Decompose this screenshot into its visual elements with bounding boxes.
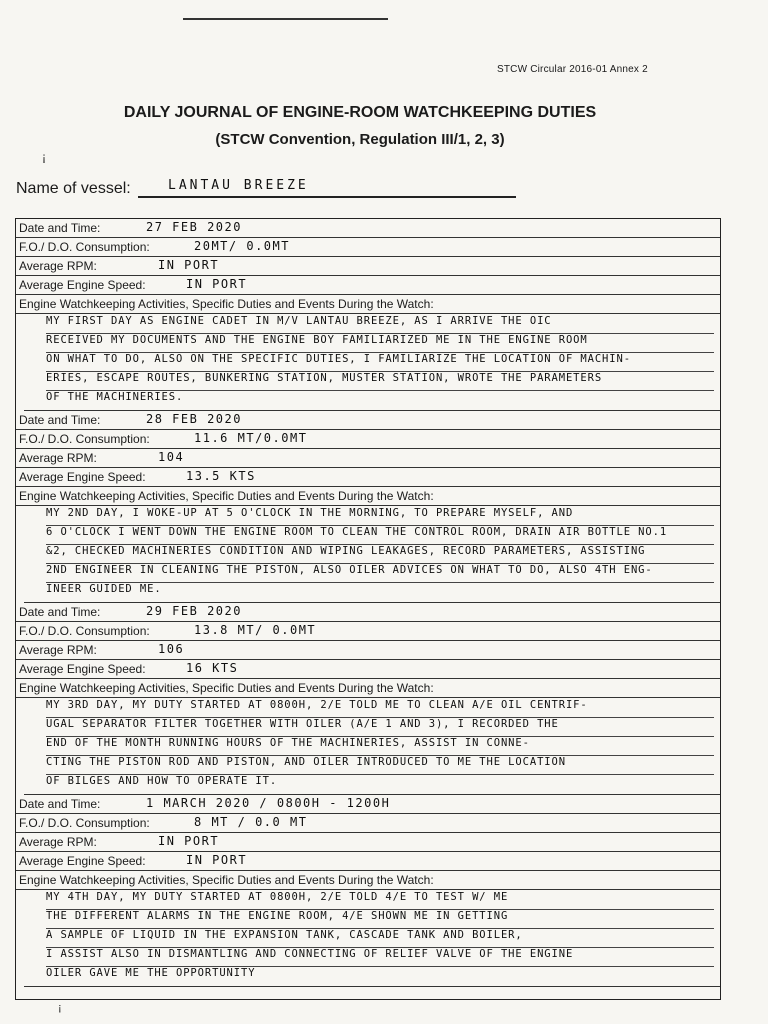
speed-row <box>16 852 720 871</box>
rpm-label: Average RPM: <box>19 835 97 849</box>
speed-label: Average Engine Speed: <box>19 470 146 484</box>
speed-row <box>16 660 720 679</box>
consumption-value: 20MT/ 0.0MT <box>194 239 290 253</box>
consumption-value: 8 MT / 0.0 MT <box>194 815 308 829</box>
date-label: Date and Time: <box>19 413 101 427</box>
pen-mark-icon: ¡ <box>58 1002 62 1014</box>
vessel-underline <box>138 196 516 198</box>
rpm-value: IN PORT <box>158 834 220 848</box>
speed-row <box>16 276 720 295</box>
date-label: Date and Time: <box>19 221 101 235</box>
consumption-value: 11.6 MT/0.0MT <box>194 431 308 445</box>
activity-line: MY 4TH DAY, MY DUTY STARTED AT 0800H, 2/E TOLD 4/E TO TEST W/ ME <box>46 891 714 910</box>
page-subtitle: (STCW Convention, Regulation III/1, 2, 3) <box>215 131 505 148</box>
activity-line: MY 3RD DAY, MY DUTY STARTED AT 0800H, 2/E TOLD ME TO CLEAN A/E OIL CENTRIF- <box>46 699 714 718</box>
consumption-row <box>16 238 720 257</box>
consumption-label: F.O./ D.O. Consumption: <box>19 624 150 638</box>
activities-header-row <box>16 487 720 506</box>
activities-label: Engine Watchkeeping Activities, Specific Duties and Events During the Watch: <box>19 681 434 695</box>
consumption-label: F.O./ D.O. Consumption: <box>19 816 150 830</box>
date-value: 28 FEB 2020 <box>146 412 242 426</box>
activity-line: ERIES, ESCAPE ROUTES, BUNKERING STATION, MUSTER STATION, WROTE THE PARAMETERS <box>46 372 714 391</box>
date-label: Date and Time: <box>19 605 101 619</box>
rpm-label: Average RPM: <box>19 451 97 465</box>
activity-line: RECEIVED MY DOCUMENTS AND THE ENGINE BOY FAMILIARIZED ME IN THE ENGINE ROOM <box>46 334 714 353</box>
activity-line: THE DIFFERENT ALARMS IN THE ENGINE ROOM, 4/E SHOWN ME IN GETTING <box>46 910 714 929</box>
activity-line: 2ND ENGINEER IN CLEANING THE PISTON, ALSO OILER ADVICES ON WHAT TO DO, ALSO 4TH ENG- <box>46 564 714 583</box>
activity-line: OF BILGES AND HOW TO OPERATE IT. <box>46 775 278 787</box>
activity-line: MY FIRST DAY AS ENGINE CADET IN M/V LANTAU BREEZE, AS I ARRIVE THE OIC <box>46 315 714 334</box>
date-row <box>16 411 720 430</box>
vessel-name-value: LANTAU BREEZE <box>168 178 309 193</box>
speed-label: Average Engine Speed: <box>19 662 146 676</box>
activity-line: END OF THE MONTH RUNNING HOURS OF THE MACHINERIES, ASSIST IN CONNE- <box>46 737 714 756</box>
consumption-row <box>16 814 720 833</box>
activity-line: I ASSIST ALSO IN DISMANTLING AND CONNECTING OF RELIEF VALVE OF THE ENGINE <box>46 948 714 967</box>
activity-line: INEER GUIDED ME. <box>46 583 162 595</box>
pen-mark-icon: ¡ <box>42 150 46 164</box>
activity-line: OF THE MACHINERIES. <box>46 391 184 403</box>
consumption-label: F.O./ D.O. Consumption: <box>19 432 150 446</box>
rpm-value: 106 <box>158 642 185 656</box>
date-row <box>16 219 720 238</box>
activities-header-row <box>16 679 720 698</box>
speed-value: 16 KTS <box>186 661 239 675</box>
rpm-row <box>16 449 720 468</box>
activity-line: OILER GAVE ME THE OPPORTUNITY <box>46 967 256 979</box>
rpm-value: 104 <box>158 450 185 464</box>
activities-label: Engine Watchkeeping Activities, Specific Duties and Events During the Watch: <box>19 873 434 887</box>
activities-header-row <box>16 295 720 314</box>
rpm-row <box>16 641 720 660</box>
page-title: DAILY JOURNAL OF ENGINE-ROOM WATCHKEEPING DUTIES <box>123 104 597 121</box>
activities-box <box>24 506 720 603</box>
activities-header-row <box>16 871 720 890</box>
date-value: 29 FEB 2020 <box>146 604 242 618</box>
activity-line: A SAMPLE OF LIQUID IN THE EXPANSION TANK, CASCADE TANK AND BOILER, <box>46 929 714 948</box>
activities-box <box>24 314 720 411</box>
speed-value: IN PORT <box>186 277 248 291</box>
rpm-row <box>16 257 720 276</box>
annex-label: STCW Circular 2016-01 Annex 2 <box>497 64 648 75</box>
date-value: 27 FEB 2020 <box>146 220 242 234</box>
consumption-label: F.O./ D.O. Consumption: <box>19 240 150 254</box>
consumption-row <box>16 430 720 449</box>
speed-row <box>16 468 720 487</box>
activities-label: Engine Watchkeeping Activities, Specific Duties and Events During the Watch: <box>19 489 434 503</box>
speed-value: IN PORT <box>186 853 248 867</box>
date-row <box>16 795 720 814</box>
rpm-label: Average RPM: <box>19 259 97 273</box>
date-row <box>16 603 720 622</box>
vessel-label: Name of vessel: <box>16 180 131 197</box>
rpm-label: Average RPM: <box>19 643 97 657</box>
activity-line: CTING THE PISTON ROD AND PISTON, AND OILER INTRODUCED TO ME THE LOCATION <box>46 756 714 775</box>
top-rule <box>183 18 388 20</box>
activity-line: UGAL SEPARATOR FILTER TOGETHER WITH OILER (A/E 1 AND 3), I RECORDED THE <box>46 718 714 737</box>
activities-box <box>24 890 720 987</box>
activity-line: MY 2ND DAY, I WOKE-UP AT 5 O'CLOCK IN THE MORNING, TO PREPARE MYSELF, AND <box>46 507 714 526</box>
activity-line: ON WHAT TO DO, ALSO ON THE SPECIFIC DUTIES, I FAMILIARIZE THE LOCATION OF MACHIN- <box>46 353 714 372</box>
activity-line: &2, CHECKED MACHINERIES CONDITION AND WIPING LEAKAGES, RECORD PARAMETERS, ASSISTING <box>46 545 714 564</box>
activities-label: Engine Watchkeeping Activities, Specific Duties and Events During the Watch: <box>19 297 434 311</box>
consumption-value: 13.8 MT/ 0.0MT <box>194 623 317 637</box>
date-label: Date and Time: <box>19 797 101 811</box>
rpm-value: IN PORT <box>158 258 220 272</box>
speed-value: 13.5 KTS <box>186 469 256 483</box>
speed-label: Average Engine Speed: <box>19 854 146 868</box>
date-value: 1 MARCH 2020 / 0800H - 1200H <box>146 796 391 810</box>
rpm-row <box>16 833 720 852</box>
journal-form <box>15 218 721 1000</box>
activities-box <box>24 698 720 795</box>
consumption-row <box>16 622 720 641</box>
activity-line: 6 O'CLOCK I WENT DOWN THE ENGINE ROOM TO CLEAN THE CONTROL ROOM, DRAIN AIR BOTTLE NO.1 <box>46 526 714 545</box>
speed-label: Average Engine Speed: <box>19 278 146 292</box>
